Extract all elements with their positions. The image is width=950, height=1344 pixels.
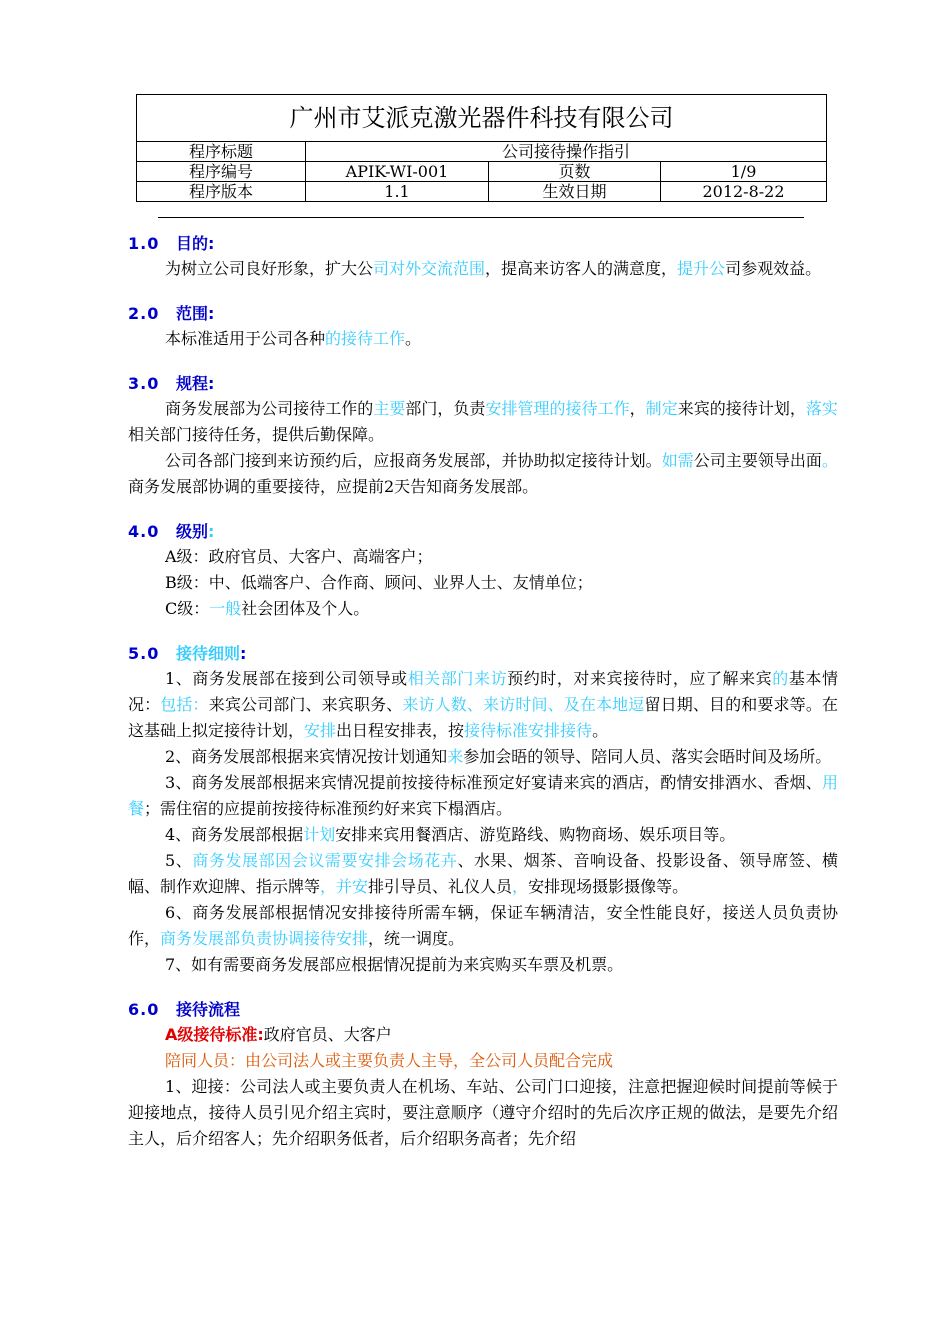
page-count-value: 1/9 xyxy=(730,162,757,181)
page-count-label: 页数 xyxy=(489,162,661,181)
scope-paragraph: 本标准适用于公司各种的接待工作。 xyxy=(165,329,422,348)
flow-item-1: 1、迎接：公司法人或主要负责人在机场、车站、公司门口迎接，注意把握迎候时间提前等候于迎接地点，接待人员引见介绍主宾时，要注意顺序（遵守介绍时的先后次序正规的做法，是要先介绍主人，后介绍客人；先介绍职务低者，后介绍职务高者；先介绍 xyxy=(128,1077,838,1148)
details-item-4: 4、商务发展部根据计划安排来宾用餐酒店、游览路线、购物商场、娱乐项目等。 xyxy=(165,825,736,844)
a-level-standard: A级接待标准:政府官员、大客户 xyxy=(165,1025,392,1044)
accompanying-staff: 陪同人员：由公司法人或主要负责人主导，全公司人员配合完成 xyxy=(165,1051,614,1070)
procedure-paragraph-2: 公司各部门接到来访预约后，应报商务发展部，并协助拟定接待计划。如需公司主要领导出面。商务发展部协调的重要接待，应提前2天告知商务发展部。 xyxy=(128,451,838,496)
program-title-value: 公司接待操作指引 xyxy=(501,142,630,161)
program-version-value: 1.1 xyxy=(306,182,489,201)
program-number-value: APIK-WI-001 xyxy=(306,162,489,181)
header-table xyxy=(136,94,827,202)
header-divider xyxy=(158,217,804,218)
level-a: A级：政府官员、大客户、高端客户； xyxy=(165,547,433,566)
header-row-title xyxy=(137,142,826,162)
details-item-5: 5、商务发展部因会议需要安排会场花卉、水果、烟茶、音响设备、投影设备、领导席签、横幅、制作欢迎牌、指示牌等，并安排引导员、礼仪人员，安排现场摄影摄像等。 xyxy=(128,851,838,896)
section-heading-level: 4.0 级别: xyxy=(128,522,215,541)
details-item-3: 3、商务发展部根据来宾情况提前按接待标准预定好宴请来宾的酒店，酌情安排酒水、香烟、用餐；需住宿的应提前按接待标准预约好来宾下榻酒店。 xyxy=(128,773,838,818)
program-title-label: 程序标题 xyxy=(137,142,306,161)
section-heading-procedure: 3.0 规程: xyxy=(128,374,215,393)
document-body xyxy=(128,232,838,1152)
details-item-7: 7、如有需要商务发展部应根据情况提前为来宾购买车票及机票。 xyxy=(165,955,624,974)
effective-date-value: 2012-8-22 xyxy=(702,182,785,201)
procedure-paragraph-1: 商务发展部为公司接待工作的主要部门，负责安排管理的接待工作，制定来宾的接待计划，落实相关部门接待任务，提供后勤保障。 xyxy=(128,399,838,444)
header-row-version xyxy=(137,182,826,201)
section-heading-scope: 2.0 范围: xyxy=(128,304,215,323)
program-number-label: 程序编号 xyxy=(137,162,306,181)
section-heading-details: 5.0 接待细则: xyxy=(128,644,247,663)
level-b: B级：中、低端客户、合作商、顾问、业界人士、友情单位； xyxy=(165,573,593,592)
details-item-6: 6、商务发展部根据情况安排接待所需车辆，保证车辆清洁，安全性能良好，接送人员负责协作，商务发展部负责协调接待安排，统一调度。 xyxy=(128,903,838,948)
purpose-paragraph: 为树立公司良好形象，扩大公司对外交流范围，提高来访客人的满意度，提升公司参观效益。 xyxy=(165,259,822,278)
company-name: 广州市艾派克激光器件科技有限公司 xyxy=(137,95,826,142)
level-c: C级：一般社会团体及个人。 xyxy=(165,599,370,618)
header-row-number xyxy=(137,162,826,182)
section-heading-flow: 6.0 接待流程 xyxy=(128,1000,241,1019)
effective-date-label: 生效日期 xyxy=(489,182,661,201)
program-version-label: 程序版本 xyxy=(137,182,306,201)
details-item-2: 2、商务发展部根据来宾情况按计划通知来参加会晤的领导、陪同人员、落实会晤时间及场所。 xyxy=(165,747,832,766)
section-heading-purpose: 1.0 目的: xyxy=(128,234,215,253)
details-item-1: 1、商务发展部在接到公司领导或相关部门来访预约时，对来宾接待时，应了解来宾的基本情况：包括：来宾公司部门、来宾职务、来访人数、来访时间、及在本地逗留日期、目的和要求等。在这基础上拟定接待计划，安排出日程安排表，按接待标准安排接待。 xyxy=(128,669,838,740)
